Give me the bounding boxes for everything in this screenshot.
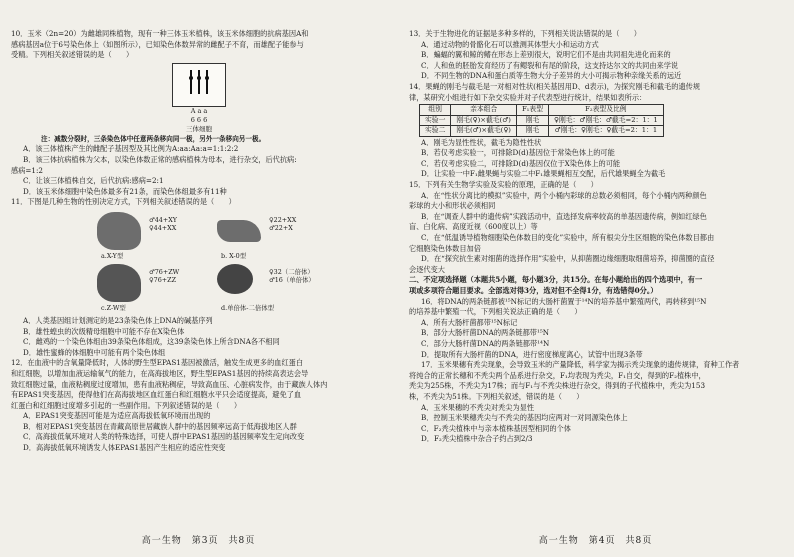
q10-stem-2: 感病基因a位于6号染色体上（如图所示），已知染色体数异常的雌配子不育，而雄配子能参与 (11, 39, 304, 49)
q10-option-c: C．让该三体植株自交，后代抗病:感病=2:1 (23, 176, 164, 186)
chromosome-icon (173, 64, 225, 106)
table-cell: ♀刚毛：♂刚毛：♂截毛=2：1：1 (549, 115, 664, 126)
sex-fig-human-label: a.X-Y型 (101, 252, 124, 261)
sex-fig-bee-info-1: ♀32（二倍体） (269, 267, 314, 276)
q16-option-c: C．部分大肠杆菌DNA的两条链都带¹⁴N (421, 338, 550, 348)
q15-option-a-2: 彩球的大小和形状必须相同 (409, 201, 496, 211)
q11-option-d: D．雄性蜜蜂的体细胞中可能有两个染色体组 (23, 347, 166, 357)
q15-option-b-2: 盲、白化病、高度近视（600度以上）等 (409, 222, 538, 232)
sex-fig-chicken-info-1: ♂76+ZW (149, 267, 180, 276)
q15-stem: 15．下列有关生物学实验及实验的原理，正确的是（ ） (409, 180, 598, 190)
table-cell: 刚毛(♂)×截毛(♀) (451, 126, 517, 137)
q12-option-a: A．EPAS1突变基因可能是为适应高海拔低氧环境而出现的 (23, 411, 211, 421)
sex-fig-chicken-label: c.Z-W型 (101, 304, 126, 313)
table-header-cell: F₁表型 (516, 105, 548, 116)
q15-option-c-2: 它细胞染色体数目加倍 (409, 243, 481, 253)
q15-option-a-1: A．在“性状分离比的模拟”实验中，两个小桶内彩球的总数必须相同，每个小桶内两种颜色 (421, 190, 707, 200)
table-cell: ♂刚毛：♀刚毛：♀截毛=2：1：1 (549, 126, 664, 137)
sex-fig-grasshopper-label: b. X-0型 (221, 252, 247, 261)
bee-icon (217, 264, 253, 294)
human-icon (97, 212, 141, 250)
q11-stem: 11．下图是几种生物的性别决定方式，下列相关叙述错误的是（ ） (11, 197, 236, 207)
q11-option-b: B．雄性蝗虫的次级精母细胞中可能不存在X染色体 (23, 326, 185, 336)
q16-stem-1: 16．将DNA的两条链都被¹⁵N标记的大肠杆菌置于¹⁴N的培养基中繁殖两代，再转移到¹⁵N (421, 296, 707, 306)
sex-determination-figure (91, 210, 331, 314)
right-page (397, 0, 794, 557)
q14-stem-1: 14．果蝇的刚毛与截毛是一对相对性状(相关基因用D、d表示)，为探究刚毛和截毛的遗传规 (409, 81, 701, 91)
sex-fig-bee (211, 262, 331, 314)
trisomy-caption: 三体细胞 (186, 124, 212, 133)
q17-option-a: A．玉米果穗的不秃尖对秃尖为显性 (421, 402, 535, 412)
q12-line-2: 和红细胞，以增加血液运输氧气的能力，在高海拔地区，野生型EPAS1基因的持续高表达会导 (11, 368, 309, 378)
q15-option-c-1: C．在“低温诱导植物细胞染色体数目的变化”实验中，所有根尖分生区细胞的染色体数目都由 (421, 233, 715, 242)
q17-option-d: D．F₂秃尖植株中杂合子约占到2/3 (421, 434, 533, 444)
q17-line-4: 株，不秃尖为51株。下列相关叙述，错误的是（ ） (409, 391, 584, 401)
q15-option-b-1: B．在“调查人群中的遗传病”实践活动中，直选择发病率较高的单基因遗传病，例如红绿色 (421, 211, 707, 221)
q16-option-d: D．提取所有大肠杆菌的DNA，进行密度梯度离心，试管中出现3条带 (421, 349, 643, 359)
q13-option-c: C．人和鱼的胚胎发育经历了有鳃裂和有尾的阶段，这支持达尔文的共同由来学说 (421, 60, 679, 70)
q10-option-d: D．该玉米体细胞中染色体最多有21条，而染色体组最多有11种 (23, 186, 227, 196)
table-row (420, 126, 664, 137)
sex-fig-bee-info-2: ♂16（单倍体） (269, 276, 315, 285)
sex-fig-chicken (91, 262, 211, 314)
trisomy-chromosome-numbers: 6 6 6 (190, 115, 208, 124)
q10-note: 注：减数分裂时，三条染色体中任意两条移向同一极，另外一条移向另一极。 (41, 134, 266, 143)
q17-line-1: 17．玉米果穗有秃尖现象，会导致玉米的产量降低，科学家为揭示秃尖现象的遗传规律，育种工作者 (421, 360, 740, 370)
q11-option-c: C．雌鸡的一个染色体组由39条染色体组成，这39条染色体上所含DNA各不相同 (23, 337, 280, 347)
sex-fig-human-info-2: ♀44+XX (149, 224, 177, 233)
q17-option-b: B．控制玉米果穗秃尖与不秃尖的基因均应两对一对同源染色体上 (421, 413, 628, 423)
sex-fig-bee-label: d.单倍体-二倍体型 (221, 304, 275, 313)
faded-stamp (684, 28, 764, 50)
q15-option-d-1: D．在“探究抗生素对细菌的选择作用”实验中，从抑菌圈边缘细胞取细菌培养，抑菌圈的直径 (421, 254, 715, 264)
sex-fig-grasshopper-info-1: ♀22+XX (269, 215, 297, 224)
q17-line-3: 秃尖为255株，不秃尖为17株；而与F₁与不秃尖株进行杂交，得到的子代植株中，秃尖为153 (409, 381, 706, 391)
section-2-heading-2: 项或多项符合题目要求。全部选对得3分，选对但不全得1分，有选错得0分。） (409, 285, 658, 295)
table-cell: 刚毛(♀)×截毛(♂) (451, 115, 517, 126)
left-page-footer: 高一生物 第3页 共8页 (141, 536, 256, 547)
q14-stem-2: 律，某研究小组进行如下杂交实验并对子代表型进行统计，结果如表所示： (409, 92, 647, 102)
table-header-row (420, 105, 664, 116)
grasshopper-icon (217, 220, 261, 242)
table-cell: 实验二 (420, 126, 451, 137)
q10-stem-1: 10．玉米（2n=20）为雌雄同株植物，现有一种三体玉米植株，该玉米体细胞的抗病基因A和 (11, 29, 309, 38)
right-page-footer: 高一生物 第4页 共8页 (538, 536, 653, 547)
q17-option-c: C．F₂秃尖植株中与亲本植株基因型相同的个体 (421, 423, 571, 433)
trisomy-cell-box (172, 63, 226, 107)
q14-option-c: C．若仅考虑实验二，可排除D(d)基因仅位于X染色体上的可能 (421, 158, 621, 168)
q16-option-b: B．部分大肠杆菌DNA的两条链都带¹⁵N (421, 328, 550, 338)
table-row (420, 115, 664, 126)
q13-option-a: A．通过动物的骨骼化石可以推测其体型大小和运动方式 (421, 39, 599, 49)
q15-option-d-2: 会逐代变大 (409, 264, 445, 274)
sex-fig-human-info-1: ♂44+XY (149, 215, 177, 224)
q10-stem-3: 受精。下列相关叙述错误的是（ ） (11, 50, 134, 60)
q14-option-a: A．刚毛为显性性状，截毛为隐性性状 (421, 137, 542, 147)
sex-fig-grasshopper-info-2: ♂22+X (269, 224, 293, 233)
section-2-heading-1: 二、不定项选择题（本题共5小题，每小题3分，共15分。在每小题给出的四个选项中，有一 (409, 275, 703, 285)
q11-option-a: A．人类基因组计划测定的是23条染色体上DNA的碱基序列 (23, 315, 213, 325)
q12-option-d: D．高海拔低氧环境诱发人体EPAS1基因产生相应的适应性突变 (23, 443, 226, 453)
q16-stem-2: 的培养基中繁殖一代，下列相关说法正确的是（ ） (409, 307, 582, 317)
trisomy-genes: A a a (190, 106, 208, 115)
q16-option-a: A．所有大肠杆菌都带¹⁵N标记 (421, 317, 518, 327)
table-cell: 实验一 (420, 115, 451, 126)
q12-line-4: 有EPAS1突变基因，使得他们在高海拔地区血红蛋白和红细胞水平只会适度提高，避免了血 (11, 390, 302, 400)
q12-line-1: 12．在血液中的含氧量降低时，人体的野生型EPAS1基因被激活，触发生成更多的血红蛋白 (11, 358, 304, 368)
q12-option-b: B．相对EPAS1突变基因在青藏高原世居藏族人群中的基因频率远高于低海拔地区人群 (23, 421, 297, 431)
cross-table (419, 104, 664, 137)
q14-option-d: D．让实验一中F₁雌果蝇与实验二中F₁雄果蝇相互交配，后代雄果蝇全为截毛 (421, 169, 666, 179)
q12-option-c: C．高海拔低氧环境对人类的特殊选择，可使人群中EPAS1基因的基因频率发生定向改变 (23, 432, 305, 442)
table-header-cell: 亲本组合 (451, 105, 517, 116)
q10-option-a: A．该三体植株产生的雌配子基因型及其比例为A:aa:Aa:a=1:1:2:2 (23, 144, 239, 154)
q13-stem: 13．关于生物进化的证据是多种多样的，下列相关说法错误的是（ ） (409, 29, 641, 38)
q10-option-b-1: B．该三体抗病植株为父本，以染色体数正常的感病植株为母本，进行杂交，后代抗病: (23, 154, 297, 164)
table-cell: 刚毛 (516, 126, 548, 137)
sex-fig-chicken-info-2: ♀76+ZZ (149, 276, 177, 285)
trisomy-figure (160, 63, 238, 134)
q17-line-2: 将纯合的正常长穗和不秃尖两个品系进行杂交，F₁均表现为秃尖，F₁自交，得到的F₂植株中， (409, 370, 706, 380)
q12-line-3: 致红细胞过量，血液粘稠度过度增加，患有血液粘稠症，导致高血压、心脏病发作，由于藏族人体内 (11, 379, 328, 389)
q12-line-5: 红蛋白和红细胞过度增多引起的一些副作用。下列叙述错误的是（ ） (11, 400, 242, 410)
sex-fig-grasshopper (211, 210, 331, 262)
chicken-icon (97, 264, 141, 302)
q10-option-b-2: 感病=1:2 (11, 165, 43, 175)
q14-option-b: B．若仅考虑实验一，可排除D(d)基因位于常染色体上的可能 (421, 148, 615, 158)
table-header-cell: F₂表型及比例 (549, 105, 664, 116)
sex-fig-human (91, 210, 211, 262)
q13-option-b: B．蝙蝠的翼和鲸的鳍在形态上差别很大，说明它们不是由共同祖先进化而来的 (421, 50, 671, 60)
table-cell: 刚毛 (516, 115, 548, 126)
q13-option-d: D．不同生物的DNA和蛋白质等生物大分子差异的大小可揭示物种亲缘关系的远近 (421, 71, 682, 81)
table-header-cell: 组别 (420, 105, 451, 116)
